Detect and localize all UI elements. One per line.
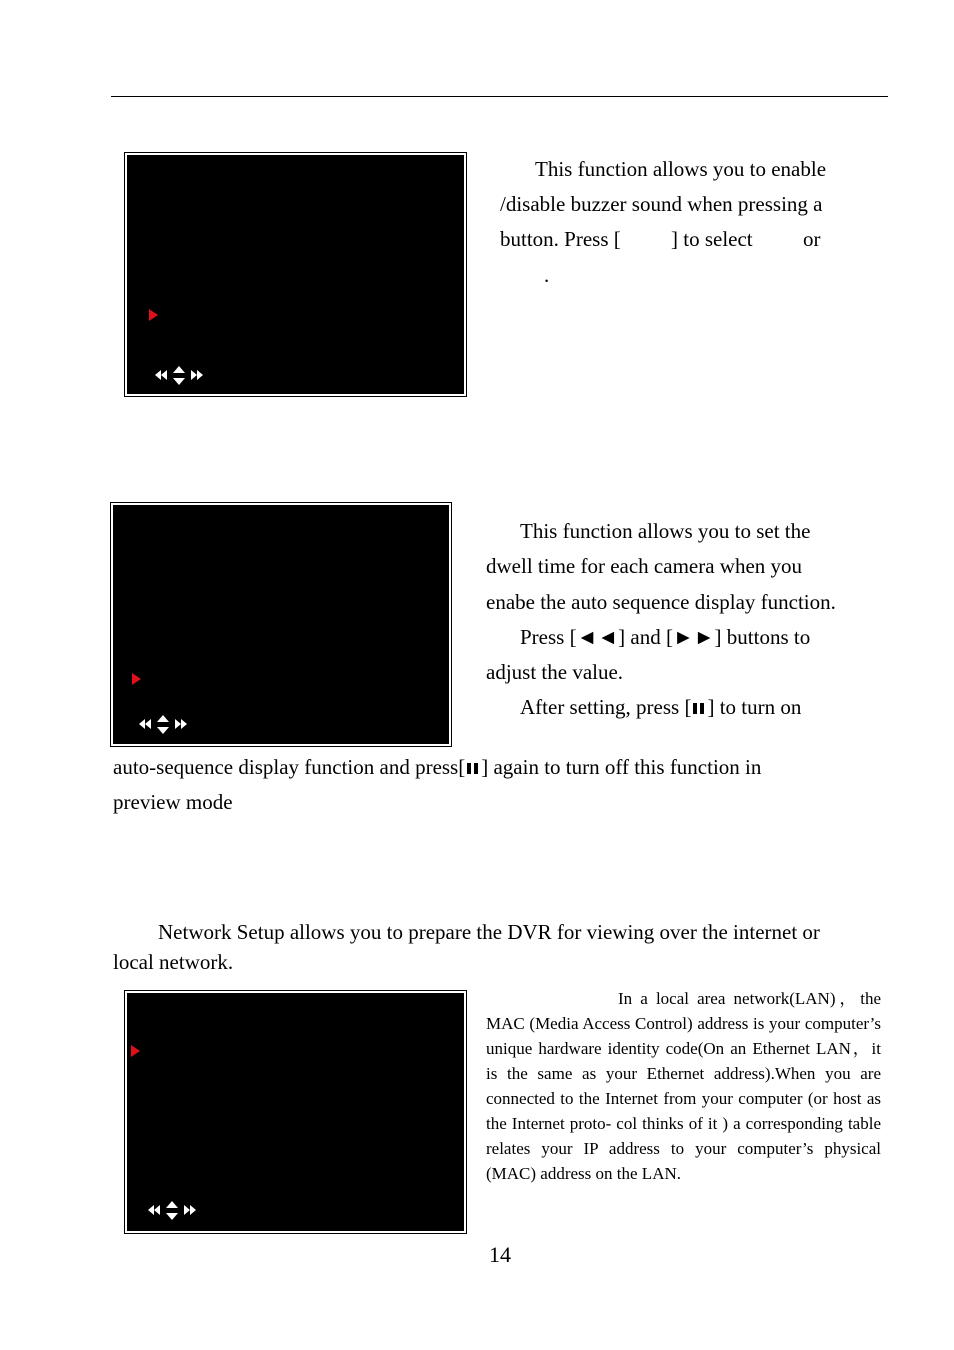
menu-screen-buzzer	[124, 152, 467, 397]
red-triangle-cursor-icon	[131, 1045, 140, 1057]
dwell-line-5: adjust the value.	[486, 660, 624, 684]
header-rule	[111, 96, 888, 97]
four-way-arrow-nav-icon	[138, 713, 188, 735]
network-intro-line-1: Network Setup allows you to prepare the DVR for viewing over the internet or	[158, 920, 820, 944]
buzzer-line-3b: ] to select	[671, 227, 753, 251]
mac-address-text: In a local area network(LAN)，the MAC (Media Access Control) address is your computer’s unique hardware identity code(On an Ethernet LAN，it is the same as your Ethernet address).When you are connected to the Internet from your computer (or host as the Internet proto- col thinks of it ) a corresponding table relates your IP address to your computer’s physical (MAC) address on the LAN.	[486, 989, 881, 1183]
page-number: 14	[489, 1242, 511, 1267]
dwell-line-2: dwell time for each camera when you	[486, 554, 803, 578]
buzzer-line-3c: or	[803, 227, 821, 251]
four-way-arrow-nav-icon	[147, 1199, 197, 1221]
dwell-line-3: enabe the auto sequence display function.	[486, 590, 836, 614]
red-triangle-cursor-icon	[132, 673, 141, 685]
screen-display	[127, 155, 464, 394]
screen-display	[113, 505, 449, 744]
buzzer-line-2: /disable buzzer sound when pressing a	[500, 192, 823, 216]
dwell-line-6b: ] to turn on	[707, 695, 802, 719]
network-intro-line-2: local network.	[113, 950, 234, 974]
dwell-line-7	[113, 750, 761, 785]
four-way-arrow-nav-icon	[154, 364, 204, 386]
buzzer-line-1: This function allows you to enable	[535, 157, 827, 181]
dwell-line-7a: auto-sequence display function and press[	[113, 755, 466, 779]
red-triangle-cursor-icon	[149, 309, 158, 321]
dwell-line-6	[520, 690, 801, 725]
buzzer-line-4: .	[544, 263, 550, 287]
dwell-line-7b: ] again to turn off this function in	[481, 755, 762, 779]
menu-screen-dwell	[110, 502, 452, 747]
dwell-line-6a: After setting, press [	[520, 695, 692, 719]
screen-display	[127, 993, 464, 1231]
dwell-line-1: This function allows you to set the	[520, 519, 811, 543]
buzzer-line-3a: button. Press [	[500, 227, 621, 251]
dwell-line-4: Press [◄◄] and [►►] buttons to	[520, 625, 811, 649]
pause-icon	[691, 701, 707, 715]
menu-screen-network	[124, 990, 467, 1234]
pause-icon	[465, 761, 481, 775]
dwell-line-8: preview mode	[113, 790, 233, 814]
